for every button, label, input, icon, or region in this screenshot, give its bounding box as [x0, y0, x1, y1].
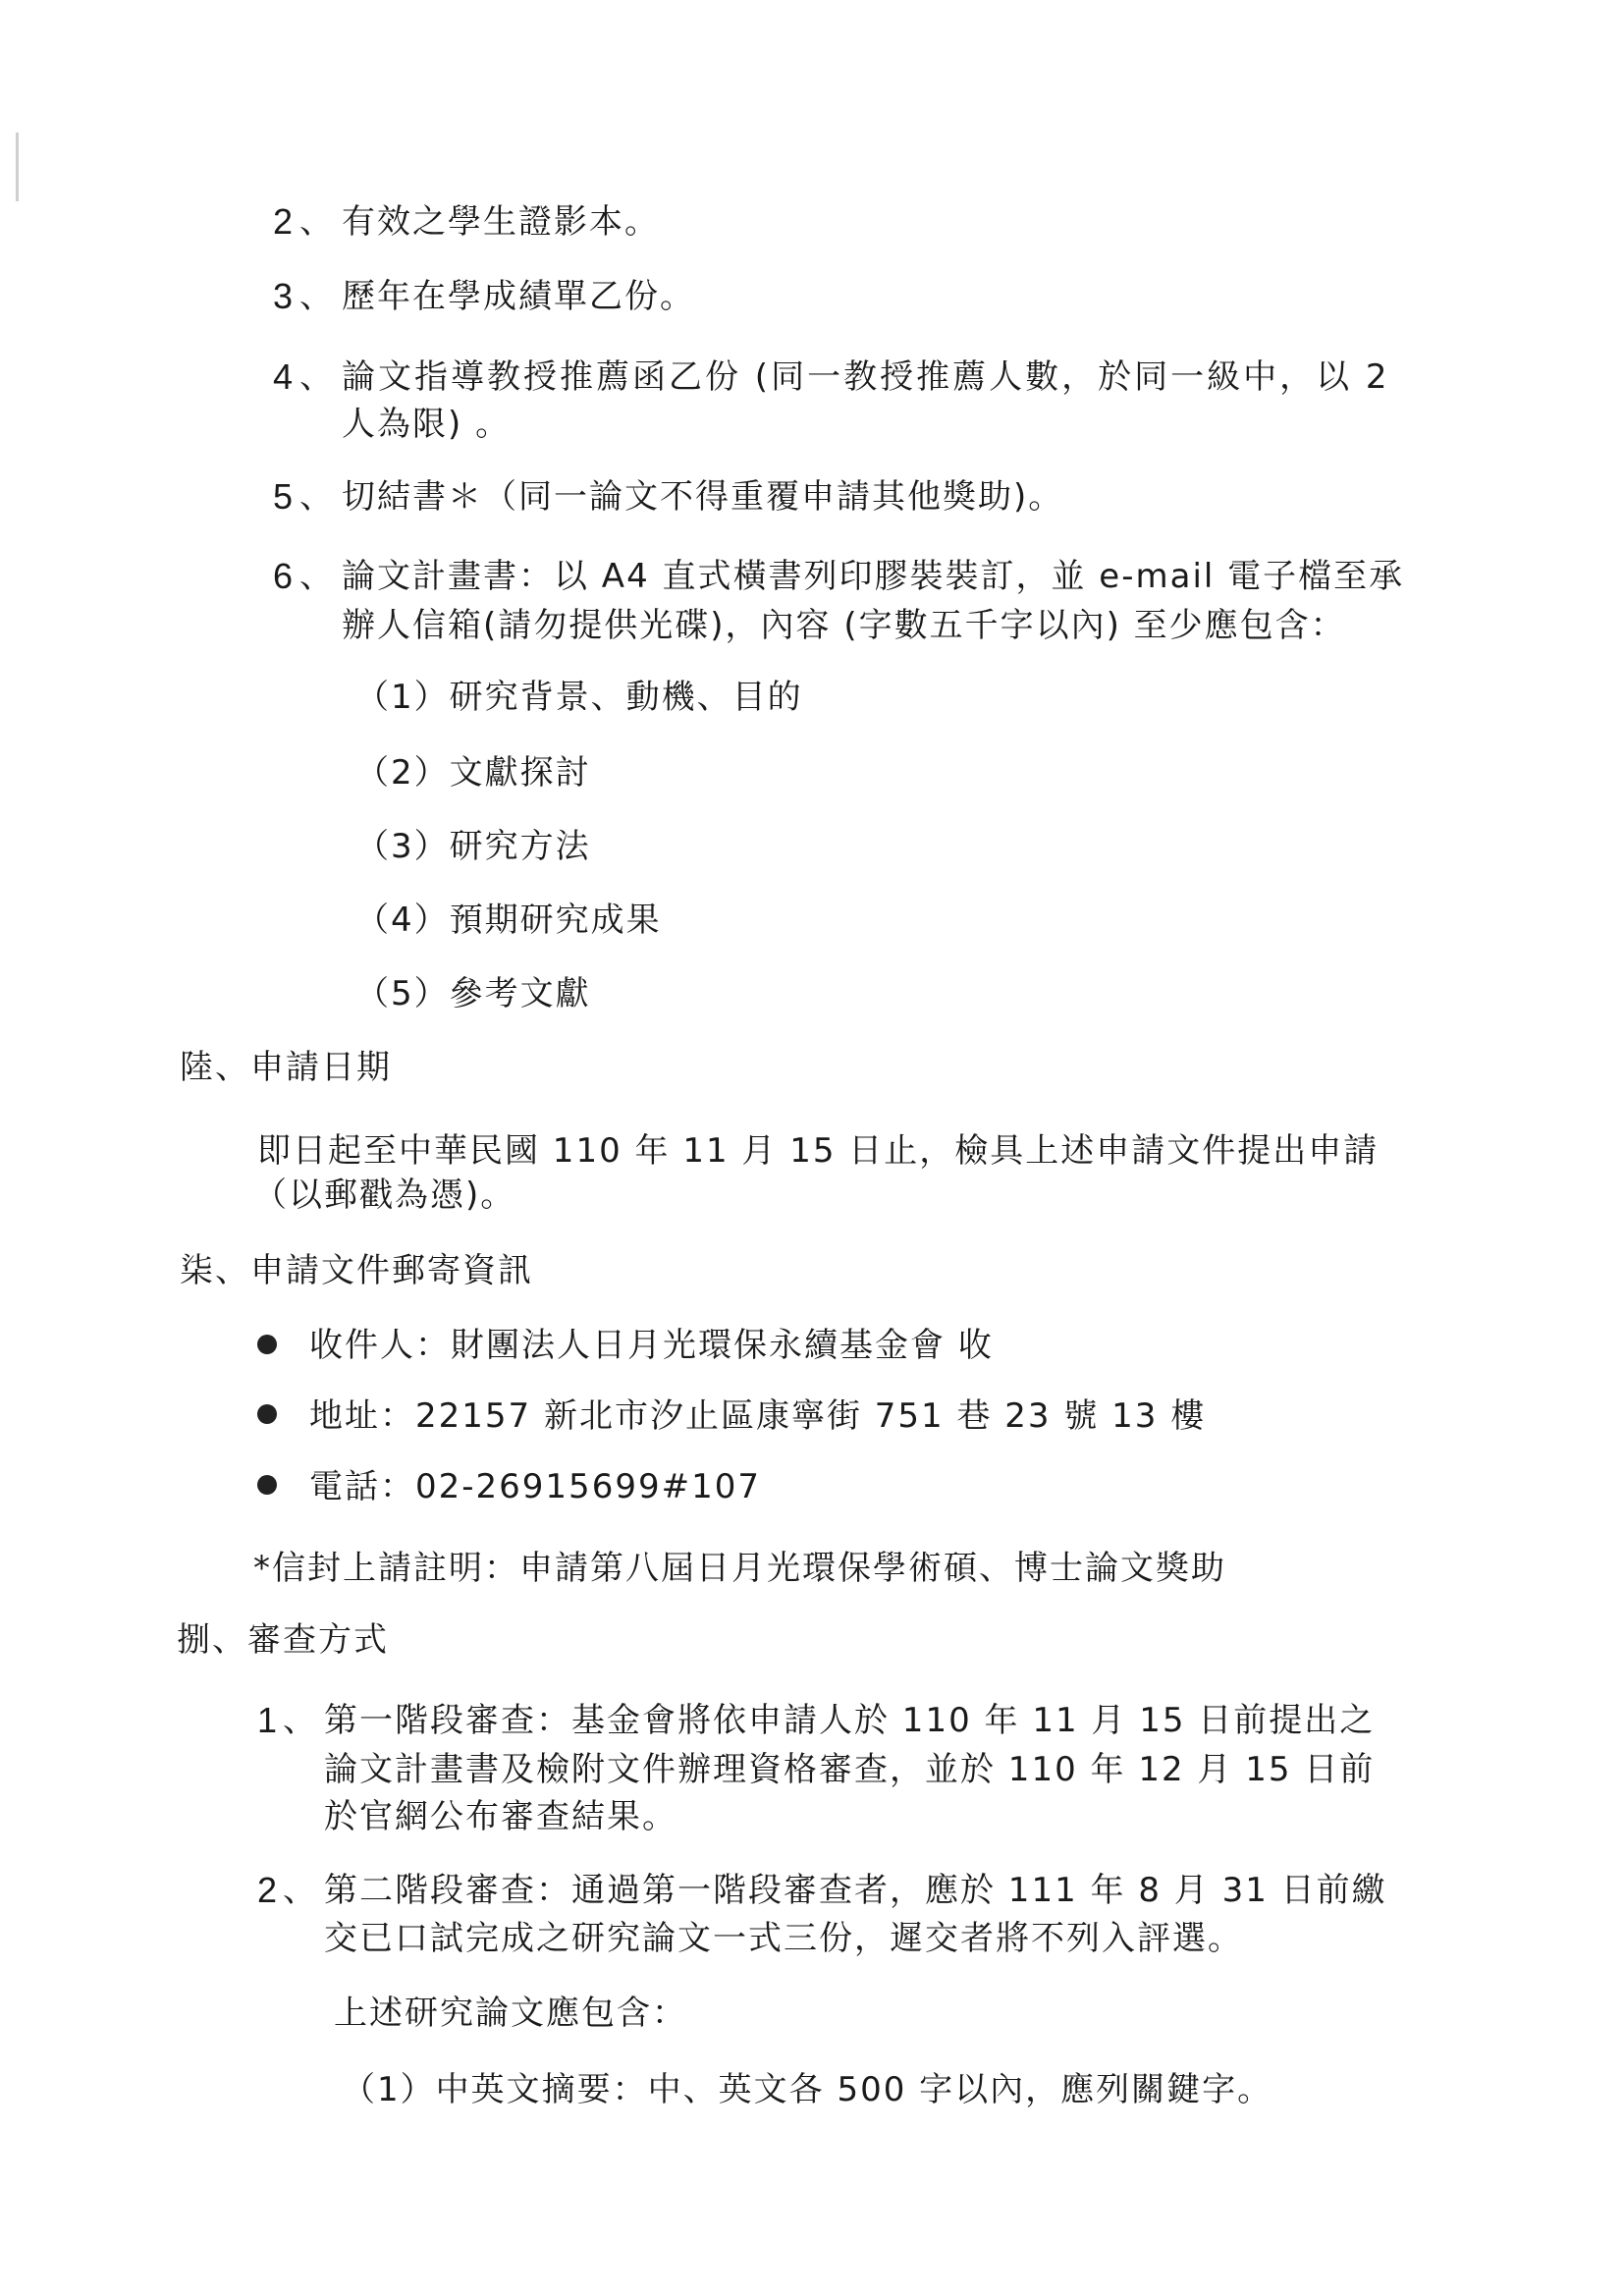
item-separator: 、 — [299, 557, 333, 596]
item-separator: 、 — [299, 202, 333, 242]
item-number: 1 — [257, 1700, 278, 1740]
scan-edge-mark — [16, 133, 19, 201]
contents-item: （1）中英文摘要：中、英文各 500 字以內，應列關鍵字。 — [342, 2070, 1273, 2109]
item-separator: 、 — [299, 277, 333, 316]
item-text-continued: 交已口試完成之研究論文一式三份，遲交者將不列入評選。 — [324, 1919, 1243, 1958]
section-body: 即日起至中華民國 110 年 11 月 15 日止，檢具上述申請文件提出申請 — [257, 1131, 1380, 1171]
item-number: 2 — [273, 201, 294, 242]
item-number: 5 — [273, 476, 294, 517]
item-text: 第一階段審查：基金會將依申請人於 110 年 11 月 15 日前提出之 — [324, 1701, 1376, 1740]
item-text: 歷年在學成績單乙份。 — [342, 277, 695, 316]
item-text: 切結書＊（同一論文不得重覆申請其他獎助)。 — [342, 477, 1064, 517]
envelope-note: *信封上請註明：申請第八屆日月光環保學術碩、博士論文獎助 — [253, 1549, 1226, 1588]
item-separator: 、 — [299, 477, 333, 517]
item-text: 有效之學生證影本。 — [342, 202, 660, 242]
section-heading: 捌、審查方式 — [177, 1620, 389, 1660]
item-text-continued: 辦人信箱(請勿提供光碟)，內容 (字數五千字以內) 至少應包含： — [342, 606, 1346, 645]
mailing-phone: 電話：02-26915699#107 — [309, 1467, 761, 1506]
item-text: 論文計畫書：以 A4 直式橫書列印膠裝裝訂，並 e-mail 電子檔至承 — [342, 557, 1405, 596]
item-text: 第二階段審查：通過第一階段審查者，應於 111 年 8 月 31 日前繳 — [324, 1871, 1387, 1910]
mailing-recipient: 收件人：財團法人日月光環保永續基金會 收 — [309, 1326, 994, 1365]
section-heading: 陸、申請日期 — [180, 1048, 392, 1087]
plan-subitem: （3）研究方法 — [355, 827, 591, 866]
section-body-continued: （以郵戳為憑)。 — [253, 1175, 516, 1215]
item-number: 2 — [257, 1870, 278, 1910]
bullet-icon — [257, 1475, 277, 1495]
item-separator: 、 — [283, 1701, 316, 1740]
item-number: 6 — [273, 556, 294, 596]
bullet-icon — [257, 1404, 277, 1424]
plan-subitem: （4）預期研究成果 — [355, 901, 662, 940]
plan-subitem: （5）參考文獻 — [355, 974, 591, 1013]
item-number: 3 — [273, 276, 294, 316]
item-text-continued: 於官網公布審查結果。 — [324, 1797, 677, 1836]
item-text-continued: 人為限) 。 — [342, 405, 512, 444]
section-heading: 柒、申請文件郵寄資訊 — [180, 1251, 533, 1290]
item-separator: 、 — [283, 1871, 316, 1910]
item-number: 4 — [273, 356, 294, 397]
contents-intro: 上述研究論文應包含： — [334, 1994, 687, 2033]
plan-subitem: （2）文獻探討 — [355, 753, 591, 793]
mailing-address: 地址：22157 新北市汐止區康寧街 751 巷 23 號 13 樓 — [309, 1396, 1207, 1436]
plan-subitem: （1）研究背景、動機、目的 — [355, 678, 803, 717]
item-text-continued: 論文計畫書及檢附文件辦理資格審查，並於 110 年 12 月 15 日前 — [324, 1750, 1376, 1789]
item-text: 論文指導教授推薦函乙份 (同一教授推薦人數，於同一級中，以 2 — [342, 357, 1390, 397]
item-separator: 、 — [299, 357, 333, 397]
bullet-icon — [257, 1335, 277, 1354]
